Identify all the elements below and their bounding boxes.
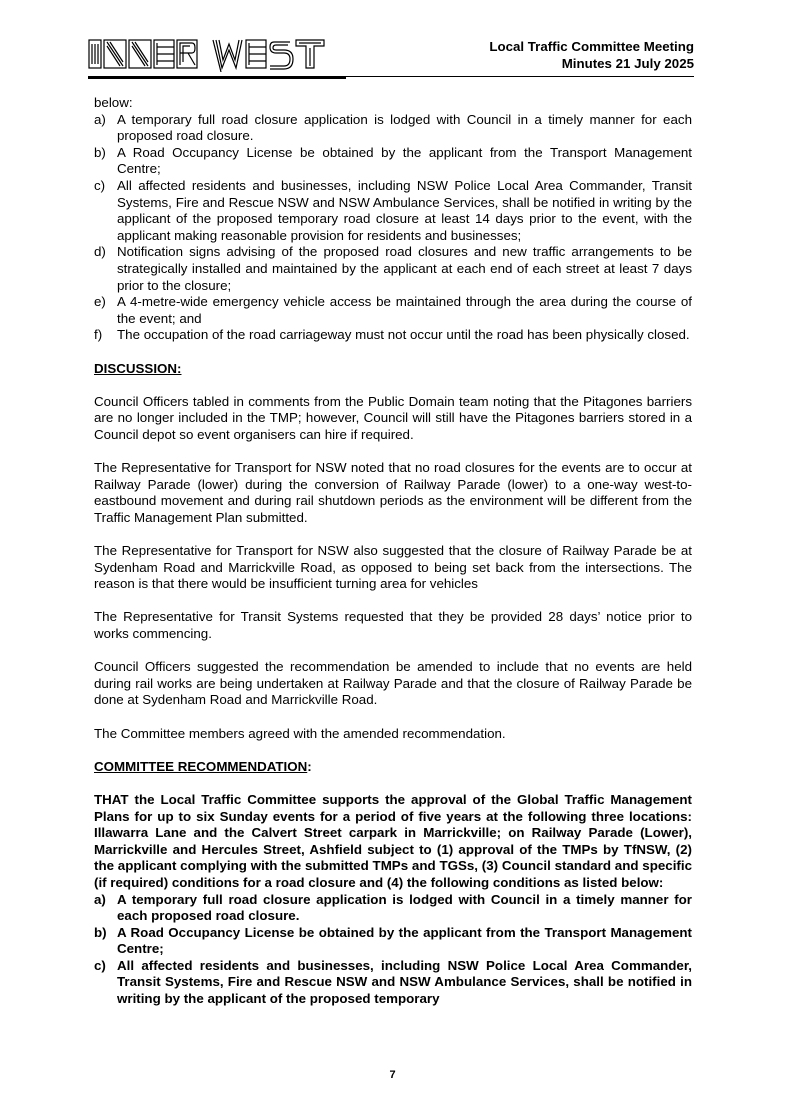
discussion-paragraph: The Committee members agreed with the amended recommendation. xyxy=(94,725,506,741)
page-number: 7 xyxy=(389,1069,396,1081)
recommendation-body: THAT the Local Traffic Committee supports the approval of the Global Traffic Management Plans for up to six Sunday events for a period of five years at the following three locations: Illawarra Lane and the Calvert Street carpark in Marrickville; on Railway Parade (Lower), Marrickville and Hercules Street, Ashfield subject to (1) approval of the TMPs by TfNSW, (2) the applicant complying with the submitted TMPs and TGSs, (3) Council standard and specific (if required) conditions for a road closure and (4) the following conditions as listed below: xyxy=(94,791,692,890)
list-item xyxy=(94,244,692,294)
page-content xyxy=(94,95,692,1008)
minutes-date: Minutes 21 July 2025 xyxy=(561,56,694,71)
list-item xyxy=(94,294,692,327)
list-item-text: Notification signs advising of the proposed road closures and new traffic arrangements to be strategically installed and maintained by the applicant at each end of each street at least 7 days prior to the closure; xyxy=(117,244,692,293)
list-item xyxy=(94,892,692,925)
list-item-text: A 4-metre-wide emergency vehicle access be maintained through the area during the course of the event; and xyxy=(117,294,692,326)
recommendation-conditions-list xyxy=(94,892,692,1008)
list-item xyxy=(94,925,692,958)
discussion-paragraph: The Representative for Transport for NSW noted that no road closures for the events are to occur at Railway Parade (lower) during the conversion of Railway Parade (lower) to a one-way west-to-eastbound movement and during rail shutdown periods as the environment will be different from the Traffic Management Plan submitted. xyxy=(94,460,692,525)
list-item-label: a) xyxy=(94,111,106,127)
discussion-paragraph: The Representative for Transit Systems requested that they be provided 28 days’ notice prior to works commencing. xyxy=(94,609,692,641)
page-header xyxy=(88,34,694,76)
intro-lead: below: xyxy=(94,95,133,110)
list-item-label: d) xyxy=(94,244,106,260)
list-item-text: A Road Occupancy License be obtained by the applicant from the Transport Management Centre; xyxy=(117,144,692,177)
inner-west-logo xyxy=(88,36,338,72)
list-item-text: A Road Occupancy License be obtained by the applicant from the Transport Management Centre; xyxy=(117,924,692,957)
list-item-label: a) xyxy=(94,891,106,907)
recommendation-heading-colon: : xyxy=(307,758,312,774)
list-item-label: f) xyxy=(94,327,103,343)
discussion-paragraph: Council Officers tabled in comments from the Public Domain team noting that the Pitagones barriers are no longer included in the TMP; however, Council will still have the Pitagones barriers stored in a Council depot so event organisers can hire if required. xyxy=(94,393,692,442)
intro-conditions-list xyxy=(94,112,692,344)
header-rule xyxy=(88,76,694,77)
list-item-text: A temporary full road closure application is lodged with Council in a timely manner for each proposed road closure. xyxy=(117,111,692,144)
meeting-title: Local Traffic Committee Meeting xyxy=(489,39,694,54)
list-item-label: c) xyxy=(94,177,106,193)
recommendation-heading-line xyxy=(94,759,692,776)
list-item xyxy=(94,112,692,145)
list-item-label: b) xyxy=(94,924,107,940)
list-item-label: b) xyxy=(94,144,106,160)
discussion-heading: DISCUSSION: xyxy=(94,360,182,376)
list-item-label: e) xyxy=(94,294,106,310)
recommendation-heading: COMMITTEE RECOMMENDATION xyxy=(94,758,308,774)
discussion-paragraph: Council Officers suggested the recommendation be amended to include that no events are held during rail works are being undertaken at Railway Parade and that the closure of Railway Parade be done at Sydenham Road and Marrickville Road. xyxy=(94,659,692,708)
list-item xyxy=(94,178,692,244)
list-item xyxy=(94,958,692,1008)
list-item xyxy=(94,145,692,178)
list-item-text: The occupation of the road carriageway must not occur until the road has been physically closed. xyxy=(117,327,690,343)
list-item-text: All affected residents and businesses, including NSW Police Local Area Commander, Transit Systems, Fire and Rescue NSW and NSW Ambulance Services, shall be notified in writing by the applicant of the proposed temporary road closure at least 14 days prior to the event, with the applicant making reasonable provision for residents and businesses; xyxy=(117,177,692,243)
list-item xyxy=(94,327,692,344)
header-meeting-info xyxy=(489,38,694,72)
list-item-text: All affected residents and businesses, including NSW Police Local Area Commander, Transit Systems, Fire and Rescue NSW and NSW Ambulance Services, shall be notified in writing by the applicant of the proposed temporary xyxy=(117,957,692,1007)
discussion-paragraph: The Representative for Transport for NSW also suggested that the closure of Railway Parade be at Sydenham Road and Marrickville Road, as opposed to being set back from the intersections. The reason is that there would be insufficient turning area for vehicles xyxy=(94,543,692,592)
list-item-label: c) xyxy=(94,957,106,973)
list-item-text: A temporary full road closure application is lodged with Council in a timely manner for each proposed road closure. xyxy=(117,891,692,924)
